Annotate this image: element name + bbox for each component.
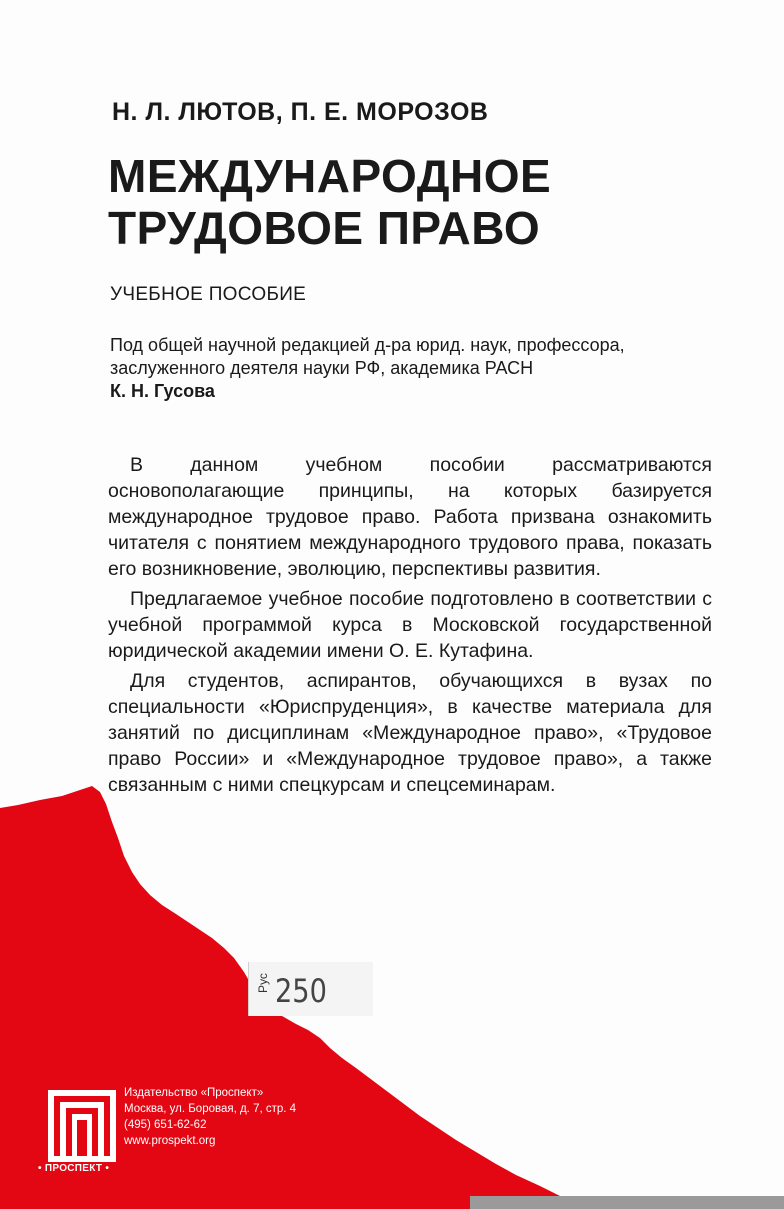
publisher-name: Издательство «Проспект» bbox=[124, 1087, 264, 1099]
title-line-1: МЕЖДУНАРОДНОЕ bbox=[108, 150, 552, 202]
annotation-paragraph-3: Для студентов, аспирантов, обучающихся в вузах по специальности «Юриспруденция», в качестве материала для занятий по дисциплинам «Международное право», «Трудовое право России» и «Международное трудовое право», а также связанным с ними спецкурсам и спецсеминарам. bbox=[108, 670, 712, 796]
title-line-2: ТРУДОВОЕ ПРАВО bbox=[108, 202, 541, 254]
book-annotation bbox=[108, 452, 712, 798]
library-stamp bbox=[248, 962, 373, 1016]
editor-line-2: заслуженного деятеля науки РФ, академика РАСН bbox=[110, 358, 534, 378]
editor-block bbox=[110, 334, 710, 403]
publisher-address: Москва, ул. Боровая, д. 7, стр. 4 bbox=[124, 1103, 297, 1115]
book-authors: Н. Л. ЛЮТОВ, П. Е. МОРОЗОВ bbox=[112, 98, 489, 126]
book-title bbox=[108, 150, 551, 254]
annotation-paragraph-2: Предлагаемое учебное пособие подготовлено в соответствии с учебной программой курса в Московской государственной юридической академии имени О. Е. Кутафина. bbox=[108, 588, 712, 662]
publisher-website: www.prospekt.org bbox=[124, 1135, 216, 1147]
stamp-code: Рус bbox=[255, 973, 270, 993]
editor-name: К. Н. Гусова bbox=[110, 381, 215, 401]
stamp-number: 250 bbox=[275, 972, 327, 1010]
scan-edge-shadow bbox=[470, 1196, 784, 1209]
editor-line-1: Под общей научной редакцией д-ра юрид. наук, профессора, bbox=[110, 335, 625, 355]
publisher-info bbox=[124, 1085, 296, 1149]
book-subtitle: УЧЕБНОЕ ПОСОБИЕ bbox=[110, 284, 307, 305]
prospekt-logo-icon bbox=[48, 1090, 116, 1162]
publisher-phone: (495) 651-62-62 bbox=[124, 1119, 207, 1131]
logo-caption: • ПРОСПЕКТ • bbox=[38, 1163, 110, 1174]
annotation-paragraph-1: В данном учебном пособии рассматриваются основополагающие принципы, на которых базируется международное трудовое право. Работа призвана ознакомить читателя с понятием международного трудового права, показать его возникновение, эволюцию, перспективы развития. bbox=[108, 454, 712, 580]
